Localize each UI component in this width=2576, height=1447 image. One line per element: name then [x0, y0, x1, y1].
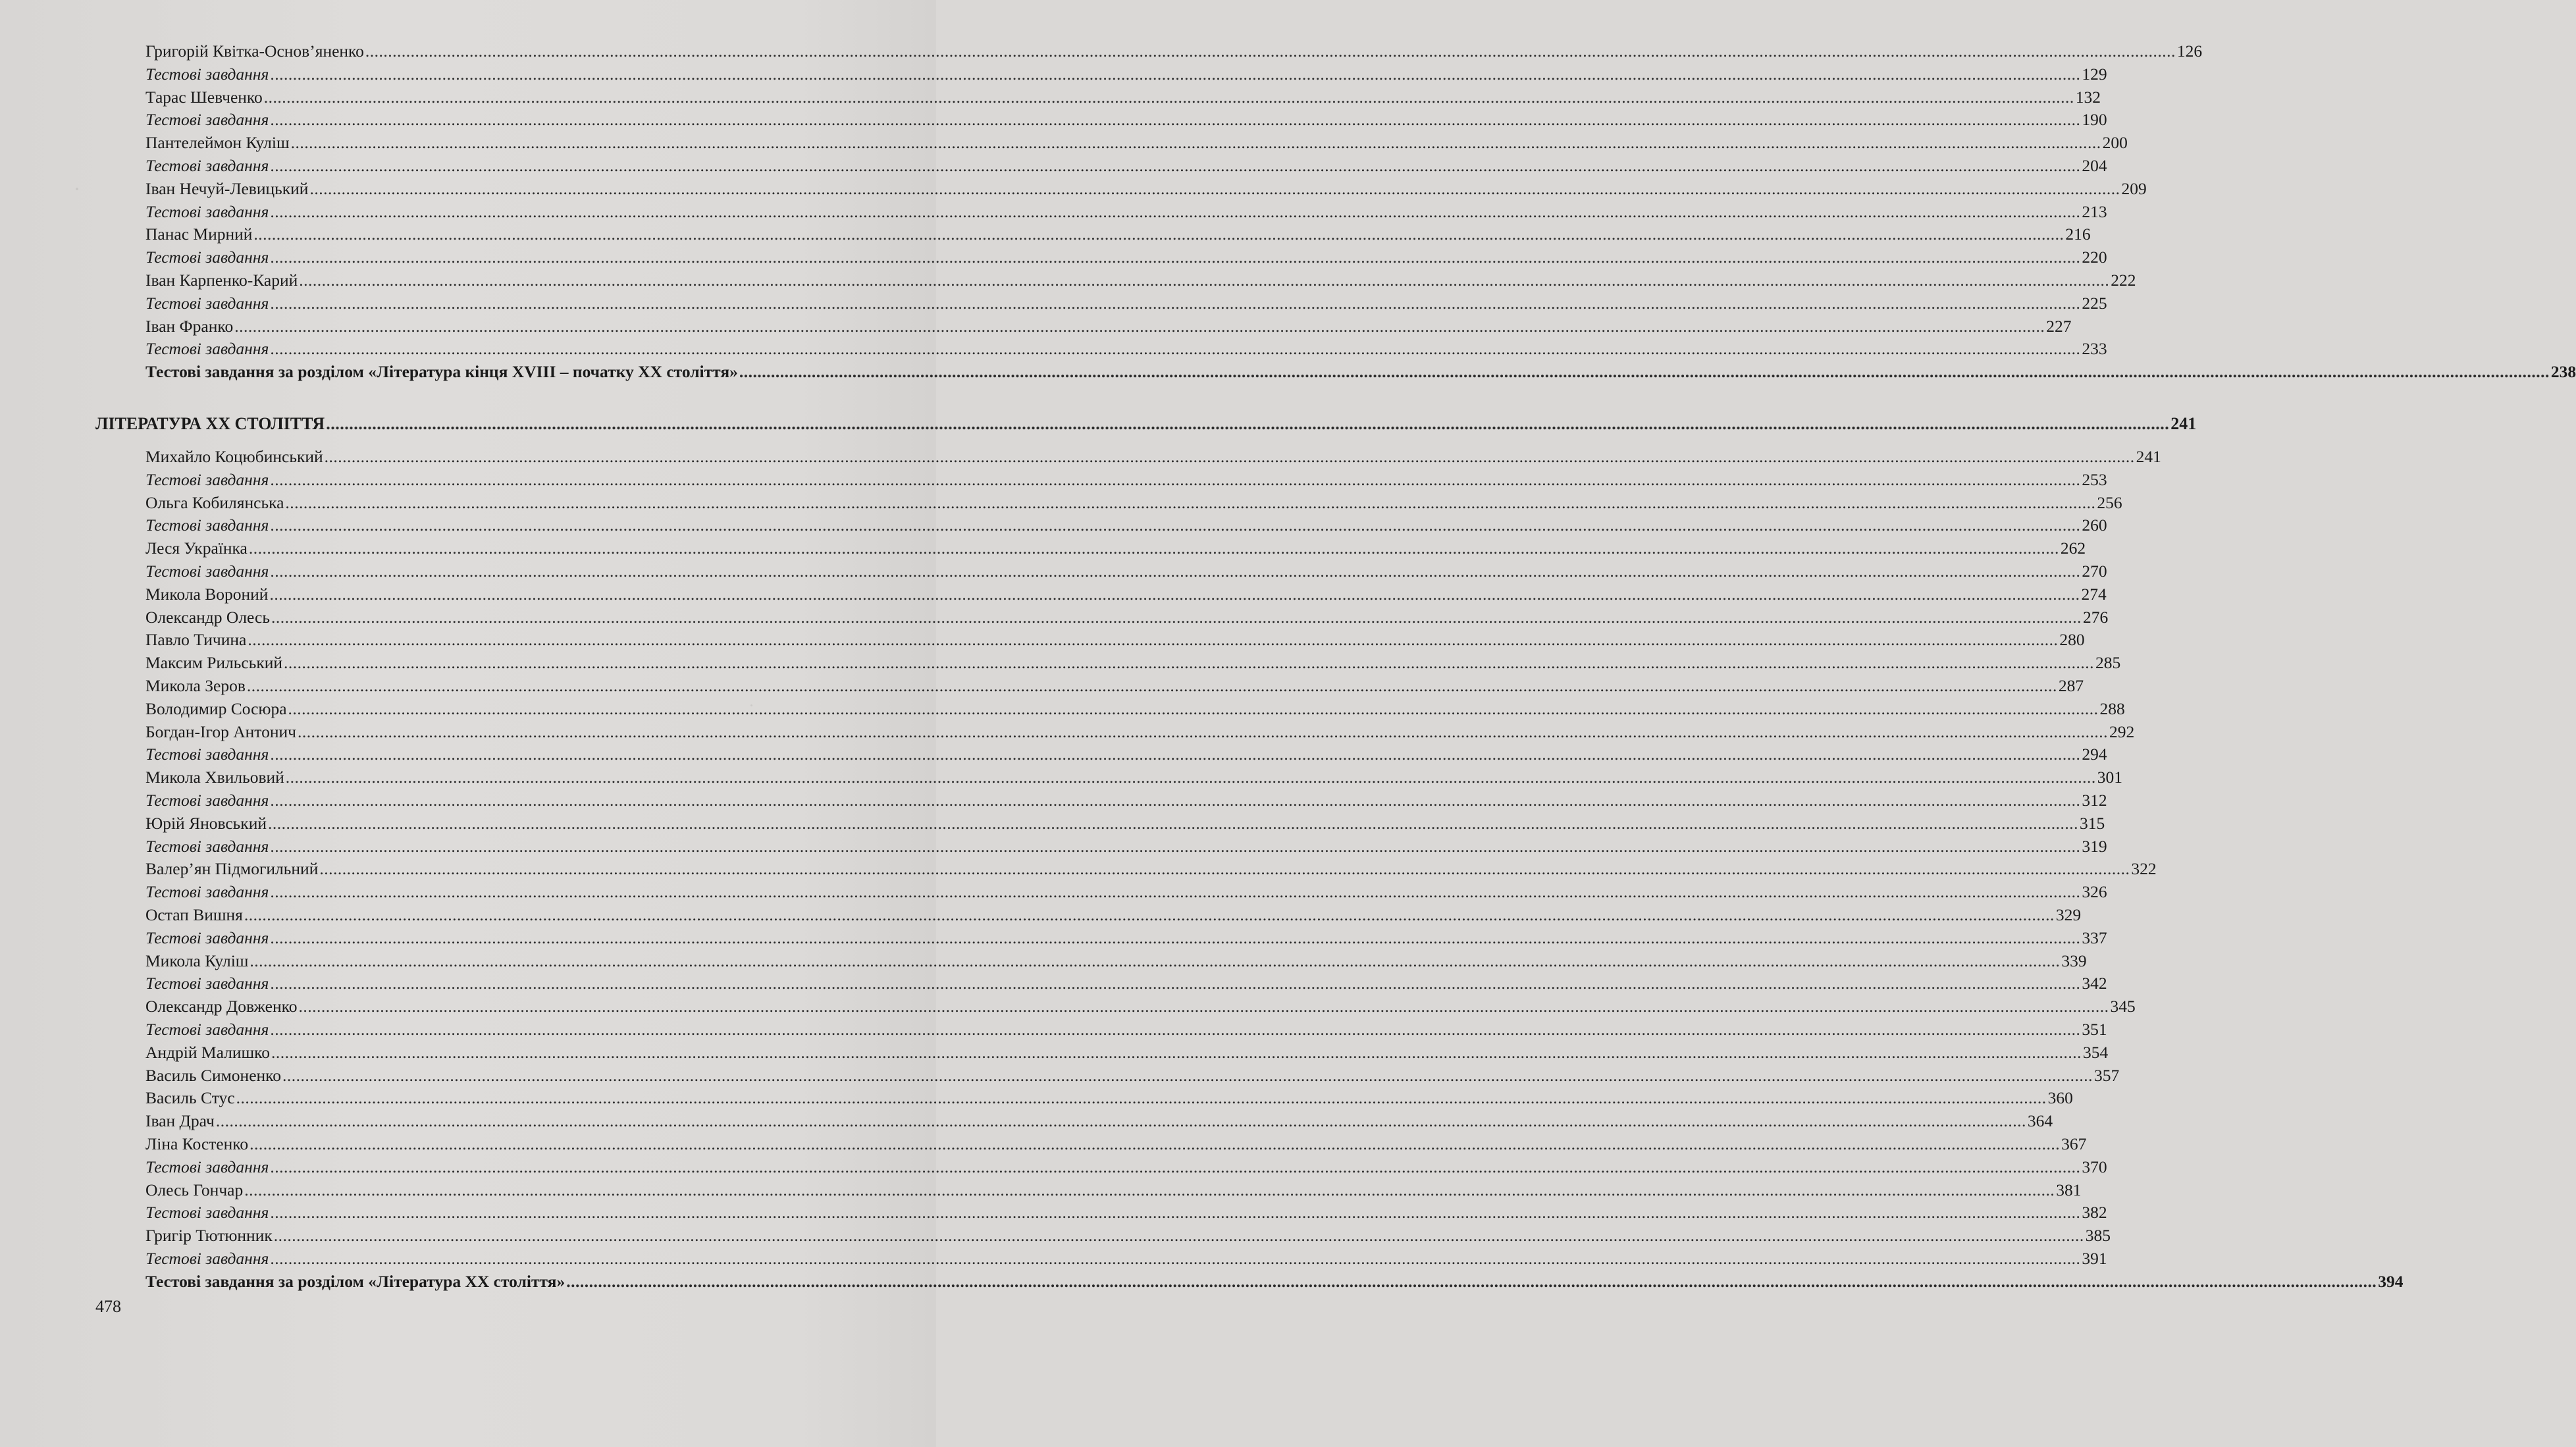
paper-smudge: [76, 188, 78, 190]
toc-row: [145, 537, 2086, 560]
toc-entry-page: 285: [2095, 653, 2121, 672]
toc-entry-title: Тестові завдання: [145, 928, 269, 947]
dot-leader: ................................................................................................................................................................................................................................................................................................................................................................................................................: [244, 905, 2055, 924]
toc-row: [145, 1087, 2073, 1109]
dot-leader: ................................................................................................................................................................................................................................................................................................................................................................................................................: [250, 1134, 2061, 1153]
toc-row: [145, 1248, 2107, 1270]
toc-entry-page: 274: [2081, 585, 2107, 604]
toc-row: [145, 109, 2107, 131]
toc-entry-title: Василь Симоненко: [145, 1066, 282, 1085]
dot-leader: ................................................................................................................................................................................................................................................................................................................................................................................................................: [365, 41, 2176, 61]
toc-row: [145, 132, 2128, 154]
dot-leader: ................................................................................................................................................................................................................................................................................................................................................................................................................: [270, 974, 2081, 993]
dot-leader: ................................................................................................................................................................................................................................................................................................................................................................................................................: [271, 1043, 2082, 1062]
toc-entry-title: Тарас Шевченко: [145, 88, 263, 107]
dot-leader: ................................................................................................................................................................................................................................................................................................................................................................................................................: [270, 339, 2081, 358]
toc-entry-page: 360: [2047, 1088, 2073, 1107]
toc-entry-page: 126: [2176, 41, 2203, 61]
dot-leader: ................................................................................................................................................................................................................................................................................................................................................................................................................: [236, 1088, 2047, 1107]
dot-leader: ................................................................................................................................................................................................................................................................................................................................................................................................................: [270, 1157, 2081, 1176]
dot-leader: ................................................................................................................................................................................................................................................................................................................................................................................................................: [282, 1066, 2093, 1085]
toc-entry-page: 292: [2109, 722, 2135, 741]
toc-row: [145, 269, 2136, 292]
toc-entry-page: 312: [2082, 791, 2107, 810]
toc-row: [145, 583, 2107, 606]
toc-entry-title: Ліна Костенко: [145, 1134, 249, 1153]
toc-entry-page: 233: [2082, 339, 2107, 358]
dot-leader: ................................................................................................................................................................................................................................................................................................................................................................................................................: [244, 1180, 2055, 1199]
toc-row: [145, 178, 2147, 200]
toc-entry-page: 129: [2082, 65, 2107, 84]
toc-entry-title: Павло Тичина: [145, 630, 247, 649]
toc-entry-page: 354: [2082, 1043, 2109, 1062]
toc-entry-page: 132: [2075, 88, 2101, 107]
toc-entry-page: 391: [2082, 1249, 2107, 1268]
toc-entry-page: 225: [2082, 294, 2107, 313]
dot-leader: ................................................................................................................................................................................................................................................................................................................................................................................................................: [566, 1272, 2377, 1291]
toc-entry-title: Тестові завдання: [145, 974, 269, 993]
toc-entry-title: Тестові завдання: [145, 202, 269, 221]
toc-entry-page: 319: [2082, 837, 2107, 856]
toc-section-test-row: [145, 1271, 2404, 1293]
toc-entry-title: Іван Нечуй-Левицький: [145, 179, 309, 198]
toc-entry-page: 294: [2082, 745, 2107, 764]
toc-row: [145, 698, 2125, 720]
dot-leader: ................................................................................................................................................................................................................................................................................................................................................................................................................: [270, 791, 2081, 810]
toc-entry-page: 351: [2082, 1020, 2107, 1039]
dot-leader: ................................................................................................................................................................................................................................................................................................................................................................................................................: [268, 814, 2078, 833]
toc-entry-page: 287: [2058, 676, 2084, 695]
toc-entry-title: Ольга Кобилянська: [145, 493, 284, 512]
toc-section-heading: [95, 413, 2197, 435]
toc-entry-page: 337: [2082, 928, 2107, 947]
dot-leader: ................................................................................................................................................................................................................................................................................................................................................................................................................: [324, 447, 2135, 466]
toc-row: [145, 40, 2203, 63]
toc-row: [145, 835, 2107, 858]
toc-row: [145, 858, 2157, 880]
toc-entry-page: 227: [2046, 317, 2072, 336]
dot-leader: ................................................................................................................................................................................................................................................................................................................................................................................................................: [270, 1249, 2081, 1268]
toc-entry-page: 216: [2065, 224, 2091, 244]
dot-leader: ................................................................................................................................................................................................................................................................................................................................................................................................................: [290, 133, 2101, 152]
toc-row: [145, 675, 2084, 697]
toc-row: [145, 201, 2107, 223]
dot-leader: ................................................................................................................................................................................................................................................................................................................................................................................................................: [739, 362, 2550, 381]
toc-entry-title: Тестові завдання: [145, 562, 269, 581]
dot-leader: ................................................................................................................................................................................................................................................................................................................................................................................................................: [270, 294, 2081, 313]
toc-entry-page: 381: [2056, 1180, 2082, 1199]
toc-row: [145, 927, 2107, 949]
toc-row: [145, 972, 2107, 995]
toc-entry-title: Микола Зеров: [145, 676, 246, 695]
toc-entry-page: 200: [2102, 133, 2128, 152]
toc-row: [145, 743, 2107, 766]
toc-entry-title: Михайло Коцюбинський: [145, 447, 323, 466]
toc-row: [145, 721, 2135, 743]
toc-entry-title: Тестові завдання: [145, 515, 269, 535]
toc-row: [145, 1041, 2109, 1064]
toc-row: [145, 652, 2121, 674]
toc-entry-title: Григорій Квітка-Основ’яненко: [145, 41, 364, 61]
toc-entry-page: 213: [2082, 202, 2107, 221]
toc-row: [145, 789, 2107, 812]
dot-leader: ................................................................................................................................................................................................................................................................................................................................................................................................................: [271, 608, 2082, 627]
toc-row: [145, 560, 2107, 583]
toc-entry-title: ЛІТЕРАТУРА XX СТОЛІТТЯ: [95, 414, 325, 433]
dot-leader: ................................................................................................................................................................................................................................................................................................................................................................................................................: [284, 653, 2095, 672]
toc-entry-title: Іван Карпенко-Карий: [145, 271, 298, 290]
toc-row: [145, 223, 2091, 246]
dot-leader: ................................................................................................................................................................................................................................................................................................................................................................................................................: [270, 515, 2081, 535]
toc-entry-page: 241: [2170, 414, 2197, 433]
dot-leader: ................................................................................................................................................................................................................................................................................................................................................................................................................: [299, 271, 2110, 290]
toc-entry-page: 280: [2059, 630, 2085, 649]
dot-leader: ................................................................................................................................................................................................................................................................................................................................................................................................................: [270, 745, 2081, 764]
toc-row: [145, 492, 2122, 514]
toc-entry-page: 345: [2110, 997, 2136, 1016]
toc-entry-page: 301: [2097, 768, 2123, 787]
toc-entry-title: Тестові завдання: [145, 248, 269, 267]
toc-entry-title: Тестові завдання: [145, 1157, 269, 1176]
toc-entry-title: Тестові завдання: [145, 339, 269, 358]
toc-entry-page: 394: [2378, 1272, 2404, 1291]
toc-row: [145, 1201, 2107, 1224]
dot-leader: ................................................................................................................................................................................................................................................................................................................................................................................................................: [270, 110, 2081, 129]
toc-entry-title: Тестові завдання: [145, 837, 269, 856]
toc-entry-page: 262: [2060, 539, 2086, 558]
toc-row: [145, 246, 2107, 269]
dot-leader: ................................................................................................................................................................................................................................................................................................................................................................................................................: [273, 1226, 2084, 1245]
dot-leader: ................................................................................................................................................................................................................................................................................................................................................................................................................: [298, 997, 2109, 1016]
toc-row: [145, 995, 2136, 1018]
toc-entry-page: 204: [2082, 156, 2107, 175]
toc-row: [145, 155, 2107, 177]
toc-entry-title: Григір Тютюнник: [145, 1226, 273, 1245]
toc-row: [145, 1179, 2082, 1201]
dot-leader: ................................................................................................................................................................................................................................................................................................................................................................................................................: [270, 156, 2081, 175]
dot-leader: ................................................................................................................................................................................................................................................................................................................................................................................................................: [297, 722, 2108, 741]
toc-entry-title: Василь Стус: [145, 1088, 235, 1107]
toc-entry-page: 238: [2550, 362, 2576, 381]
toc-entry-title: Микола Куліш: [145, 951, 249, 970]
dot-leader: ................................................................................................................................................................................................................................................................................................................................................................................................................: [319, 859, 2130, 878]
dot-leader: ................................................................................................................................................................................................................................................................................................................................................................................................................: [250, 951, 2061, 970]
toc-entry-page: 364: [2027, 1111, 2053, 1130]
toc-entry-title: Тестові завдання: [145, 110, 269, 129]
toc-entry-title: Богдан-Ігор Антонич: [145, 722, 296, 741]
toc-entry-title: Микола Вороний: [145, 585, 269, 604]
toc-entry-title: Валер’ян Підмогильний: [145, 859, 319, 878]
toc-row: [145, 338, 2107, 360]
toc-entry-title: Тестові завдання: [145, 745, 269, 764]
toc-entry-title: Іван Драч: [145, 1111, 215, 1130]
toc-entry-title: Тестові завдання: [145, 1249, 269, 1268]
toc-entry-title: Іван Франко: [145, 317, 234, 336]
toc-entry-page: 322: [2131, 859, 2157, 878]
dot-leader: ................................................................................................................................................................................................................................................................................................................................................................................................................: [270, 562, 2081, 581]
dot-leader: ................................................................................................................................................................................................................................................................................................................................................................................................................: [246, 676, 2057, 695]
toc-entry-page: 241: [2136, 447, 2161, 466]
toc-entry-page: 220: [2082, 248, 2107, 267]
dot-leader: ................................................................................................................................................................................................................................................................................................................................................................................................................: [326, 414, 2170, 433]
toc-row: [145, 63, 2107, 86]
toc-row: [145, 950, 2087, 972]
toc-entry-title: Тестові завдання за розділом «Література кінця XVIII – початку XX століття»: [145, 362, 738, 381]
toc-entry-page: 256: [2097, 493, 2122, 512]
toc-entry-page: 342: [2082, 974, 2107, 993]
toc-entry-title: Остап Вишня: [145, 905, 243, 924]
page-number: 478: [95, 1297, 121, 1316]
toc-entry-page: 222: [2111, 271, 2136, 290]
toc-entry-page: 288: [2099, 699, 2125, 718]
dot-leader: ................................................................................................................................................................................................................................................................................................................................................................................................................: [253, 224, 2064, 244]
toc-entry-title: Андрій Малишко: [145, 1043, 270, 1062]
toc-entry-title: Тестові завдання: [145, 294, 269, 313]
toc-entry-title: Володимир Сосюра: [145, 699, 287, 718]
toc-entry-page: 315: [2080, 814, 2105, 833]
dot-leader: ................................................................................................................................................................................................................................................................................................................................................................................................................: [270, 470, 2081, 489]
toc-row: [145, 315, 2072, 338]
dot-leader: ................................................................................................................................................................................................................................................................................................................................................................................................................: [285, 768, 2096, 787]
toc-entry-title: Тестові завдання: [145, 156, 269, 175]
toc-entry-title: Микола Хвильовий: [145, 768, 284, 787]
toc-entry-page: 276: [2082, 608, 2109, 627]
toc-row: [145, 1018, 2107, 1041]
toc-entry-page: 367: [2061, 1134, 2087, 1153]
toc-entry-page: 382: [2082, 1203, 2107, 1222]
dot-leader: ................................................................................................................................................................................................................................................................................................................................................................................................................: [270, 928, 2081, 947]
dot-leader: ................................................................................................................................................................................................................................................................................................................................................................................................................: [270, 65, 2081, 84]
dot-leader: ................................................................................................................................................................................................................................................................................................................................................................................................................: [270, 1203, 2081, 1222]
toc-row: [145, 86, 2101, 109]
toc-section-test-row: [145, 361, 2576, 383]
dot-leader: ................................................................................................................................................................................................................................................................................................................................................................................................................: [215, 1111, 2026, 1130]
toc-entry-title: Тестові завдання: [145, 791, 269, 810]
toc-entry-title: Олександр Олесь: [145, 608, 270, 627]
toc-entry-title: Олександр Довженко: [145, 997, 298, 1016]
toc-entry-page: 329: [2055, 905, 2082, 924]
toc-entry-title: Тестові завдання: [145, 65, 269, 84]
dot-leader: ................................................................................................................................................................................................................................................................................................................................................................................................................: [270, 202, 2081, 221]
toc-entry-page: 357: [2094, 1066, 2120, 1085]
dot-leader: ................................................................................................................................................................................................................................................................................................................................................................................................................: [270, 248, 2081, 267]
dot-leader: ................................................................................................................................................................................................................................................................................................................................................................................................................: [270, 882, 2081, 901]
dot-leader: ................................................................................................................................................................................................................................................................................................................................................................................................................: [269, 585, 2080, 604]
toc-row: [145, 1110, 2053, 1132]
toc-entry-title: Пантелеймон Куліш: [145, 133, 290, 152]
toc-row: [145, 1156, 2107, 1178]
toc-row: [145, 1133, 2087, 1155]
dot-leader: ................................................................................................................................................................................................................................................................................................................................................................................................................: [248, 630, 2059, 649]
toc-row: [145, 1224, 2111, 1247]
toc-row: [145, 1065, 2120, 1087]
dot-leader: ................................................................................................................................................................................................................................................................................................................................................................................................................: [288, 699, 2099, 718]
toc-entry-page: 385: [2085, 1226, 2111, 1245]
toc-row: [145, 606, 2109, 629]
dot-leader: ................................................................................................................................................................................................................................................................................................................................................................................................................: [309, 179, 2120, 198]
toc-entry-title: Тестові завдання: [145, 470, 269, 489]
toc-row: [145, 812, 2105, 835]
toc-row: [145, 881, 2107, 903]
toc-row: [145, 766, 2123, 789]
toc-row: [145, 904, 2082, 926]
dot-leader: ................................................................................................................................................................................................................................................................................................................................................................................................................: [248, 539, 2059, 558]
toc-row: [145, 514, 2107, 537]
toc-entry-title: Тестові завдання: [145, 1203, 269, 1222]
toc-entry-page: 190: [2082, 110, 2107, 129]
toc-entry-title: Тестові завдання: [145, 1020, 269, 1039]
dot-leader: ................................................................................................................................................................................................................................................................................................................................................................................................................: [234, 317, 2045, 336]
toc-entry-title: Олесь Гончар: [145, 1180, 244, 1199]
toc-row: [145, 292, 2107, 315]
toc-entry-title: Тестові завдання: [145, 882, 269, 901]
toc-entry-page: 326: [2082, 882, 2107, 901]
toc-entry-page: 270: [2082, 562, 2107, 581]
toc-entry-title: Тестові завдання за розділом «Література XX століття»: [145, 1272, 565, 1291]
toc-entry-page: 339: [2061, 951, 2087, 970]
toc-entry-page: 209: [2121, 179, 2147, 198]
dot-leader: ................................................................................................................................................................................................................................................................................................................................................................................................................: [270, 837, 2081, 856]
toc-entry-title: Панас Мирний: [145, 224, 253, 244]
dot-leader: ................................................................................................................................................................................................................................................................................................................................................................................................................: [270, 1020, 2081, 1039]
toc-entry-title: Леся Українка: [145, 539, 248, 558]
toc-entry-page: 253: [2082, 470, 2107, 489]
toc-row: [145, 469, 2107, 491]
toc-entry-page: 260: [2082, 515, 2107, 535]
toc-entry-title: Максим Рильський: [145, 653, 283, 672]
dot-leader: ................................................................................................................................................................................................................................................................................................................................................................................................................: [263, 88, 2074, 107]
toc-row: [145, 629, 2085, 651]
toc-row: [145, 446, 2161, 468]
toc-entry-title: Юрій Яновський: [145, 814, 267, 833]
dot-leader: ................................................................................................................................................................................................................................................................................................................................................................................................................: [285, 493, 2096, 512]
toc-entry-page: 370: [2082, 1157, 2107, 1176]
